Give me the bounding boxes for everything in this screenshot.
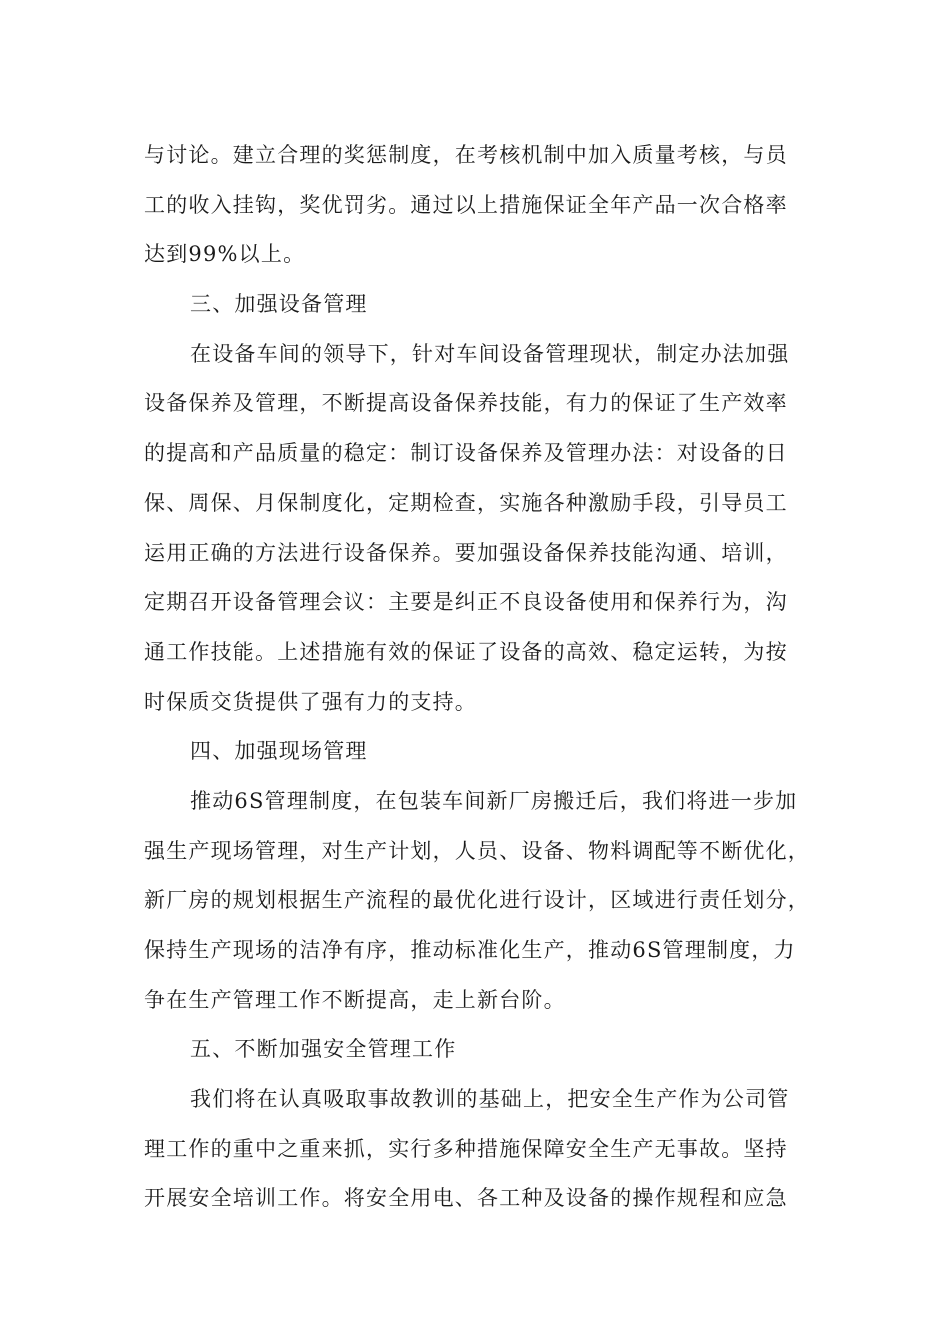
paragraph-line: 我们将在认真吸取事故教训的基础上，把安全生产作为公司管	[190, 1087, 790, 1112]
paragraph-line: 争在生产管理工作不断提高，走上新台阶。	[144, 987, 566, 1012]
paragraph-line: 新厂房的规划根据生产流程的最优化进行设计，区域进行责任划分，	[144, 888, 810, 913]
paragraph-line: 开展安全培训工作。将安全用电、各工种及设备的操作规程和应急	[144, 1186, 788, 1211]
paragraph-line: 达到99%以上。	[144, 242, 306, 267]
section-heading-equipment: 三、加强设备管理	[190, 292, 368, 317]
paragraph-line: 工的收入挂钩，奖优罚劣。通过以上措施保证全年产品一次合格率	[144, 192, 788, 217]
paragraph-line: 与讨论。建立合理的奖惩制度，在考核机制中加入质量考核，与员	[144, 143, 788, 167]
paragraph-line: 定期召开设备管理会议：主要是纠正不良设备使用和保养行为，沟	[144, 590, 788, 615]
paragraph-line: 保持生产现场的洁净有序，推动标准化生产，推动6S管理制度，力	[144, 938, 796, 962]
paragraph-line: 保、周保、月保制度化，定期检查，实施各种激励手段，引导员工	[144, 490, 788, 515]
paragraph-line: 理工作的重中之重来抓，实行多种措施保障安全生产无事故。坚持	[144, 1136, 788, 1161]
document-body	[144, 131, 824, 1224]
paragraph-line: 强生产现场管理，对生产计划，人员、设备、物料调配等不断优化，	[144, 838, 810, 863]
section-heading-safety: 五、不断加强安全管理工作	[190, 1037, 457, 1062]
paragraph-line: 的提高和产品质量的稳定：制订设备保养及管理办法：对设备的日	[144, 441, 788, 466]
paragraph-line: 设备保养及管理，不断提高设备保养技能，有力的保证了生产效率	[144, 391, 788, 416]
paragraph-line: 推动6S管理制度，在包装车间新厂房搬迁后，我们将进一步加	[190, 788, 798, 813]
paragraph-line: 运用正确的方法进行设备保养。要加强设备保养技能沟通、培训，	[144, 540, 788, 565]
paragraph-line: 通工作技能。上述措施有效的保证了设备的高效、稳定运转，为按	[144, 639, 788, 664]
paragraph-line: 时保质交货提供了强有力的支持。	[144, 689, 477, 714]
section-heading-site: 四、加强现场管理	[190, 739, 368, 764]
paragraph-line: 在设备车间的领导下，针对车间设备管理现状，制定办法加强	[190, 341, 790, 366]
